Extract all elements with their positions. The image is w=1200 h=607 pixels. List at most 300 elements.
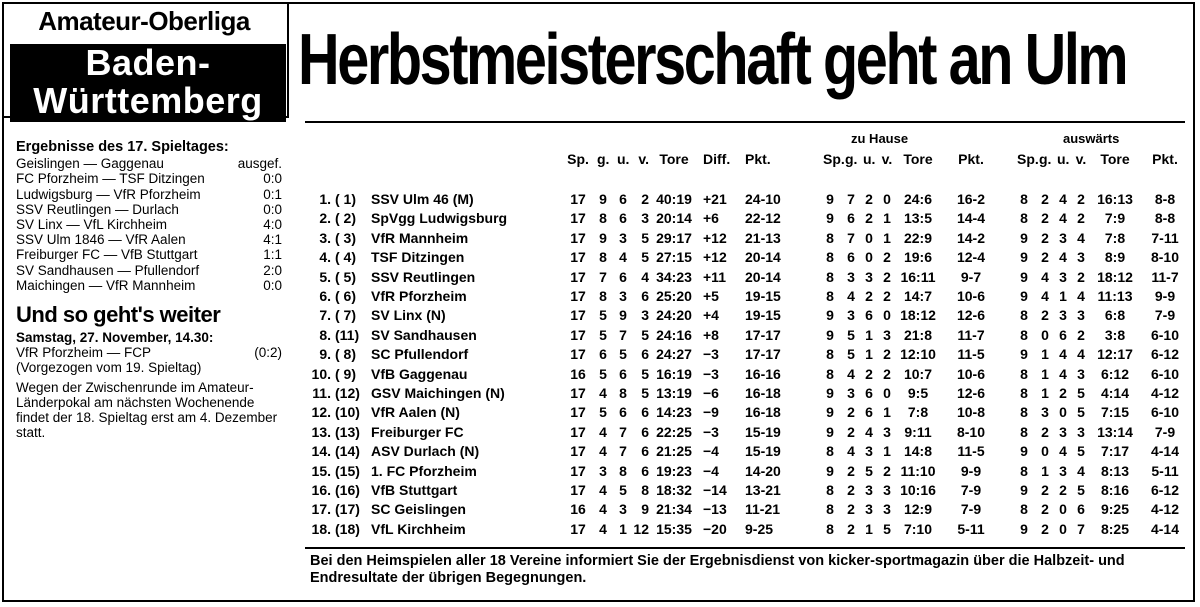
cell-v: 5 (641, 385, 649, 401)
result-score: 0:0 (263, 201, 282, 217)
cell-atore: 11:13 (1097, 288, 1133, 304)
cell-hu: 2 (865, 191, 873, 207)
result-match: SSV Reutlingen — Durlach (16, 201, 179, 217)
cell-g: 8 (599, 249, 607, 266)
cell-hg: 4 (847, 288, 855, 304)
cell-u: 4 (619, 249, 627, 266)
cell-atore: 6:8 (1104, 307, 1126, 324)
cell-htore: 13:5 (903, 210, 933, 227)
cell-hu: 2 (865, 210, 873, 227)
cell-au: 1 (1059, 288, 1067, 304)
cell-tore: 34:23 (656, 268, 692, 285)
cell-av: 2 (1077, 326, 1085, 343)
column-header: Sp. (1017, 151, 1039, 167)
cell-g: 5 (599, 404, 607, 421)
cell-pkt: 17-17 (745, 326, 781, 343)
cell-team: SV Sandhausen (371, 326, 477, 343)
column-header: v. (881, 151, 893, 167)
cell-diff: −20 (703, 520, 727, 537)
table-row (305, 385, 1185, 403)
cell-hg: 2 (847, 462, 855, 479)
cell-hu: 3 (865, 268, 873, 285)
cell-au: 3 (1059, 423, 1067, 440)
cell-apkt: 8-8 (1154, 191, 1176, 207)
cell-hsp: 8 (826, 520, 834, 537)
cell-v: 3 (641, 307, 649, 324)
cell-g: 8 (599, 288, 607, 304)
left-column (16, 140, 282, 440)
cell-prev: ( 1) (335, 191, 356, 207)
cell-apkt: 4-12 (1150, 385, 1180, 401)
cell-u: 1 (619, 520, 627, 537)
cell-diff: −3 (703, 346, 719, 363)
cell-tore: 13:19 (656, 385, 692, 401)
cell-asp: 9 (1020, 443, 1028, 460)
cell-au: 4 (1059, 365, 1067, 382)
next-date: Samstag, 27. November, 14.30: (16, 330, 214, 346)
cell-au: 0 (1059, 404, 1067, 421)
cell-av: 4 (1077, 288, 1085, 304)
cell-au: 3 (1059, 307, 1067, 324)
cell-v: 12 (633, 520, 649, 537)
cell-apkt: 6-12 (1150, 346, 1180, 363)
cell-hu: 6 (865, 307, 873, 324)
fixture-teams: VfR Pforzheim — FCP (16, 345, 152, 361)
cell-tore: 27:15 (656, 249, 692, 266)
cell-u: 6 (619, 404, 627, 421)
cell-tore: 40:19 (656, 191, 692, 207)
cell-prev: ( 7) (335, 307, 356, 324)
cell-v: 5 (641, 229, 649, 246)
cell-av: 4 (1077, 346, 1085, 363)
cell-pkt: 9-25 (745, 520, 774, 537)
table-row (305, 404, 1185, 422)
cell-htore: 14:8 (903, 443, 933, 460)
cell-ag: 2 (1041, 482, 1049, 498)
cell-apkt: 11-7 (1151, 268, 1179, 285)
cell-pos: 6. (319, 288, 331, 304)
cell-hsp: 8 (826, 288, 834, 304)
cell-atore: 13:14 (1097, 423, 1133, 440)
column-header: Sp. (823, 151, 845, 167)
cell-au: 0 (1059, 520, 1067, 537)
cell-prev: (14) (335, 443, 360, 460)
table-row (305, 521, 1185, 539)
column-header: Tore (1100, 151, 1130, 167)
cell-hpkt: 7-9 (960, 482, 982, 498)
cell-hpkt: 10-6 (956, 365, 986, 382)
table-row (305, 501, 1185, 519)
cell-hpkt: 12-6 (956, 385, 986, 401)
cell-tore: 25:20 (656, 288, 692, 304)
cell-tore: 24:20 (656, 307, 692, 324)
cell-pos: 11. (312, 385, 331, 401)
cell-asp: 9 (1020, 346, 1028, 363)
cell-v: 5 (641, 326, 649, 343)
cell-au: 2 (1059, 482, 1067, 498)
cell-hg: 5 (847, 346, 855, 363)
cell-av: 5 (1077, 482, 1085, 498)
cell-tore: 20:14 (656, 210, 692, 227)
cell-u: 6 (619, 365, 627, 382)
cell-pkt: 19-15 (745, 288, 781, 304)
cell-hpkt: 11-5 (957, 443, 985, 460)
cell-asp: 8 (1020, 423, 1028, 440)
cell-hsp: 8 (826, 249, 834, 266)
cell-atore: 6:12 (1100, 365, 1130, 382)
group-home-label: zu Hause (851, 131, 909, 146)
table-row (305, 482, 1185, 500)
cell-tore: 24:16 (656, 326, 692, 343)
cell-hsp: 9 (826, 307, 834, 324)
cell-pkt: 13-21 (745, 482, 781, 498)
league-label: Amateur-Oberliga (38, 6, 250, 36)
cell-pos: 9. (319, 346, 331, 363)
cell-diff: −4 (703, 443, 719, 460)
cell-asp: 8 (1020, 462, 1028, 479)
next-heading: Und so geht's weiter (16, 302, 221, 328)
cell-sp: 16 (570, 501, 586, 518)
cell-hsp: 9 (826, 462, 834, 479)
cell-atore: 18:12 (1097, 268, 1133, 285)
cell-hsp: 9 (826, 210, 834, 227)
cell-av: 4 (1077, 229, 1085, 246)
cell-hv: 1 (883, 210, 891, 227)
cell-sp: 17 (570, 404, 586, 421)
headline: Herbstmeisterschaft geht an Ulm (298, 20, 1127, 100)
cell-g: 4 (599, 501, 607, 518)
cell-v: 6 (641, 346, 649, 363)
cell-asp: 8 (1020, 210, 1028, 227)
cell-diff: +12 (703, 229, 727, 246)
region-name-line: Württemberg (33, 80, 263, 121)
cell-hg: 2 (847, 404, 855, 421)
result-score: 0:0 (263, 277, 282, 293)
cell-diff: −3 (703, 423, 719, 440)
table-row (305, 269, 1185, 287)
table-row (305, 210, 1185, 228)
cell-u: 3 (619, 229, 627, 246)
cell-prev: (17) (335, 501, 360, 518)
cell-tore: 18:32 (656, 482, 692, 498)
cell-htore: 16:11 (900, 268, 936, 285)
cell-pkt: 24-10 (745, 191, 781, 207)
column-header: Pkt. (958, 151, 984, 167)
cell-team: VfB Gaggenau (371, 365, 468, 382)
cell-tore: 19:23 (656, 462, 692, 479)
cell-hsp: 8 (826, 229, 834, 246)
result-row (16, 263, 282, 278)
cell-ag: 2 (1041, 423, 1049, 440)
cell-av: 3 (1077, 423, 1085, 440)
cell-u: 3 (619, 288, 627, 304)
table-row (305, 307, 1185, 325)
cell-htore: 24:6 (903, 191, 933, 207)
cell-v: 5 (641, 249, 649, 266)
table-row (305, 424, 1185, 442)
cell-pkt: 15-19 (745, 443, 781, 460)
cell-g: 4 (599, 482, 607, 498)
cell-hv: 5 (883, 520, 891, 537)
cell-htore: 9:11 (904, 423, 932, 440)
cell-hsp: 9 (826, 385, 834, 401)
cell-diff: +12 (703, 249, 727, 266)
cell-apkt: 4-14 (1150, 520, 1180, 537)
cell-sp: 17 (570, 229, 586, 246)
cell-hv: 2 (883, 365, 891, 382)
column-header: u. (863, 151, 876, 167)
cell-av: 2 (1077, 210, 1085, 227)
cell-htore: 11:10 (900, 462, 936, 479)
result-score: 2:0 (263, 262, 282, 278)
cell-prev: (11) (335, 326, 360, 343)
cell-u: 8 (619, 462, 627, 479)
cell-atore: 8:16 (1100, 482, 1130, 498)
cell-hsp: 9 (826, 191, 834, 207)
cell-pkt: 20-14 (745, 249, 781, 266)
cell-ag: 3 (1041, 404, 1049, 421)
cell-u: 7 (619, 326, 627, 343)
cell-apkt: 7-9 (1154, 423, 1176, 440)
cell-hv: 0 (883, 307, 891, 324)
cell-hv: 3 (883, 326, 891, 343)
cell-apkt: 5-11 (1151, 462, 1179, 479)
cell-sp: 17 (570, 482, 586, 498)
cell-pos: 17. (311, 501, 331, 518)
cell-v: 2 (641, 191, 649, 207)
column-header: Sp. (567, 151, 589, 167)
cell-apkt: 8-10 (1150, 249, 1180, 266)
cell-htore: 18:12 (900, 307, 936, 324)
column-header: v. (638, 151, 649, 167)
cell-htore: 7:10 (903, 520, 933, 537)
cell-tore: 24:27 (656, 346, 692, 363)
column-header: u. (617, 151, 630, 167)
cell-pos: 4. (319, 249, 331, 266)
cell-team: VfR Aalen (N) (371, 404, 460, 421)
cell-htore: 19:6 (903, 249, 933, 266)
cell-atore: 7:15 (1100, 404, 1130, 421)
cell-hu: 4 (865, 423, 873, 440)
cell-tore: 21:34 (656, 501, 692, 518)
table-row (305, 366, 1185, 384)
cell-u: 6 (619, 268, 627, 285)
cell-apkt: 7-11 (1151, 229, 1179, 246)
cell-g: 5 (599, 365, 607, 382)
cell-hg: 3 (847, 268, 855, 285)
cell-diff: +5 (703, 288, 719, 304)
cell-asp: 9 (1020, 229, 1028, 246)
cell-sp: 17 (570, 210, 586, 227)
result-row (16, 187, 282, 202)
cell-prev: (15) (335, 462, 360, 479)
cell-pkt: 11-21 (745, 501, 781, 518)
table-row (305, 443, 1185, 461)
cell-sp: 17 (570, 346, 586, 363)
result-row (16, 156, 282, 171)
result-row (16, 232, 282, 247)
cell-atore: 8:13 (1100, 462, 1130, 479)
result-row (16, 247, 282, 262)
cell-htore: 7:8 (907, 404, 929, 421)
cell-ag: 1 (1041, 385, 1049, 401)
cell-au: 3 (1059, 229, 1067, 246)
cell-htore: 14:7 (903, 288, 933, 304)
cell-hpkt: 12-4 (956, 249, 986, 266)
result-row (16, 202, 282, 217)
cell-av: 4 (1077, 462, 1085, 479)
cell-prev: (12) (335, 385, 360, 401)
cell-sp: 17 (570, 443, 586, 460)
cell-diff: +21 (703, 191, 727, 207)
cell-atore: 12:17 (1097, 346, 1133, 363)
cell-hu: 3 (865, 443, 873, 460)
cell-hpkt: 16-2 (956, 191, 986, 207)
cell-au: 4 (1059, 210, 1067, 227)
cell-g: 8 (599, 210, 607, 227)
cell-pkt: 21-13 (745, 229, 781, 246)
result-score: ausgef. (237, 156, 282, 172)
cell-apkt: 8-8 (1154, 210, 1176, 227)
cell-hsp: 9 (826, 326, 834, 343)
cell-pos: 14. (311, 443, 331, 460)
cell-pkt: 14-20 (745, 462, 781, 479)
table-header-row (305, 151, 1185, 169)
cell-atore: 7:17 (1100, 443, 1130, 460)
cell-hv: 3 (883, 482, 891, 498)
cell-hsp: 8 (826, 443, 834, 460)
cell-hv: 1 (883, 404, 891, 421)
result-match: Freiburger FC — VfB Stuttgart (16, 247, 198, 263)
fixture-score: (0:2) (254, 345, 282, 361)
cell-hv: 2 (883, 288, 891, 304)
cell-ag: 1 (1041, 365, 1049, 382)
cell-au: 4 (1059, 346, 1067, 363)
cell-hpkt: 14-2 (956, 229, 986, 246)
cell-av: 3 (1077, 307, 1085, 324)
cell-prev: ( 2) (335, 210, 356, 227)
cell-pos: 10. (311, 365, 331, 382)
cell-av: 5 (1077, 404, 1085, 421)
cell-diff: −3 (703, 365, 719, 382)
cell-hg: 4 (847, 365, 855, 382)
cell-ag: 4 (1041, 268, 1049, 285)
cell-g: 6 (599, 346, 607, 363)
cell-hpkt: 11-5 (957, 346, 985, 363)
cell-g: 9 (599, 229, 607, 246)
cell-atore: 16:13 (1097, 191, 1133, 207)
cell-sp: 17 (570, 326, 586, 343)
cell-hg: 3 (847, 307, 855, 324)
cell-sp: 17 (570, 191, 586, 207)
cell-sp: 17 (570, 307, 586, 324)
result-match: Maichingen — VfR Mannheim (16, 277, 196, 293)
cell-av: 2 (1077, 268, 1085, 285)
cell-pos: 13. (311, 423, 331, 440)
cell-pkt: 22-12 (745, 210, 781, 227)
cell-v: 5 (641, 365, 649, 382)
cell-hg: 7 (847, 229, 855, 246)
cell-diff: +6 (703, 210, 719, 227)
cell-u: 5 (619, 346, 627, 363)
cell-prev: ( 4) (335, 249, 356, 266)
cell-hsp: 8 (826, 268, 834, 285)
cell-pkt: 15-19 (745, 423, 781, 440)
cell-ag: 1 (1041, 346, 1049, 363)
cell-pos: 8. (319, 326, 331, 343)
cell-v: 6 (641, 423, 649, 440)
result-match: Ludwigsburg — VfR Pforzheim (16, 186, 201, 202)
cell-g: 4 (599, 520, 607, 537)
cell-apkt: 6-10 (1150, 365, 1180, 382)
column-header: g. (597, 151, 610, 167)
cell-atore: 8:9 (1104, 249, 1126, 266)
cell-hg: 3 (847, 385, 855, 401)
result-score: 4:1 (263, 232, 282, 248)
cell-team: SSV Ulm 46 (M) (371, 191, 474, 207)
cell-hg: 6 (847, 210, 855, 227)
cell-hu: 6 (865, 404, 873, 421)
cell-v: 4 (641, 268, 649, 285)
cell-team: SC Geislingen (371, 501, 466, 518)
result-match: SSV Ulm 1846 — VfR Aalen (16, 232, 186, 248)
cell-diff: +4 (703, 307, 719, 324)
cell-htore: 10:7 (903, 365, 933, 382)
cell-prev: (16) (335, 482, 360, 498)
cell-hpkt: 8-10 (956, 423, 986, 440)
cell-g: 5 (599, 307, 607, 324)
cell-prev: ( 6) (335, 288, 356, 304)
cell-tore: 21:25 (656, 443, 692, 460)
cell-au: 0 (1059, 501, 1067, 518)
result-match: Geislingen — Gaggenau (16, 156, 164, 172)
cell-team: TSF Ditzingen (371, 249, 465, 266)
column-header: g. (1039, 151, 1052, 167)
cell-pos: 7. (319, 307, 331, 324)
cell-tore: 16:19 (656, 365, 692, 382)
cell-sp: 17 (570, 288, 586, 304)
cell-av: 7 (1077, 520, 1085, 537)
cell-diff: −9 (703, 404, 719, 421)
cell-hu: 2 (865, 365, 873, 382)
cell-hg: 5 (847, 326, 855, 343)
table-row (305, 191, 1185, 209)
cell-hpkt: 5-11 (957, 520, 985, 537)
cell-asp: 8 (1020, 501, 1028, 518)
cell-hu: 6 (865, 385, 873, 401)
cell-ag: 2 (1041, 191, 1049, 207)
cell-tore: 14:23 (656, 404, 692, 421)
result-score: 1:1 (263, 247, 282, 263)
column-header: u. (1057, 151, 1070, 167)
cell-atore: 7:8 (1104, 229, 1126, 246)
cell-prev: ( 3) (335, 229, 356, 246)
cell-prev: ( 8) (335, 346, 356, 363)
cell-hsp: 8 (826, 346, 834, 363)
cell-prev: ( 9) (335, 365, 356, 382)
cell-hv: 1 (883, 443, 891, 460)
cell-prev: ( 5) (335, 268, 356, 285)
cell-diff: −14 (703, 482, 727, 498)
cell-sp: 16 (570, 365, 586, 382)
cell-au: 2 (1059, 385, 1067, 401)
cell-av: 5 (1077, 385, 1085, 401)
cell-asp: 8 (1020, 404, 1028, 421)
cell-team: 1. FC Pforzheim (371, 462, 477, 479)
cell-team: SV Linx (N) (371, 307, 446, 324)
cell-g: 5 (599, 326, 607, 343)
cell-pos: 2. (319, 210, 331, 227)
